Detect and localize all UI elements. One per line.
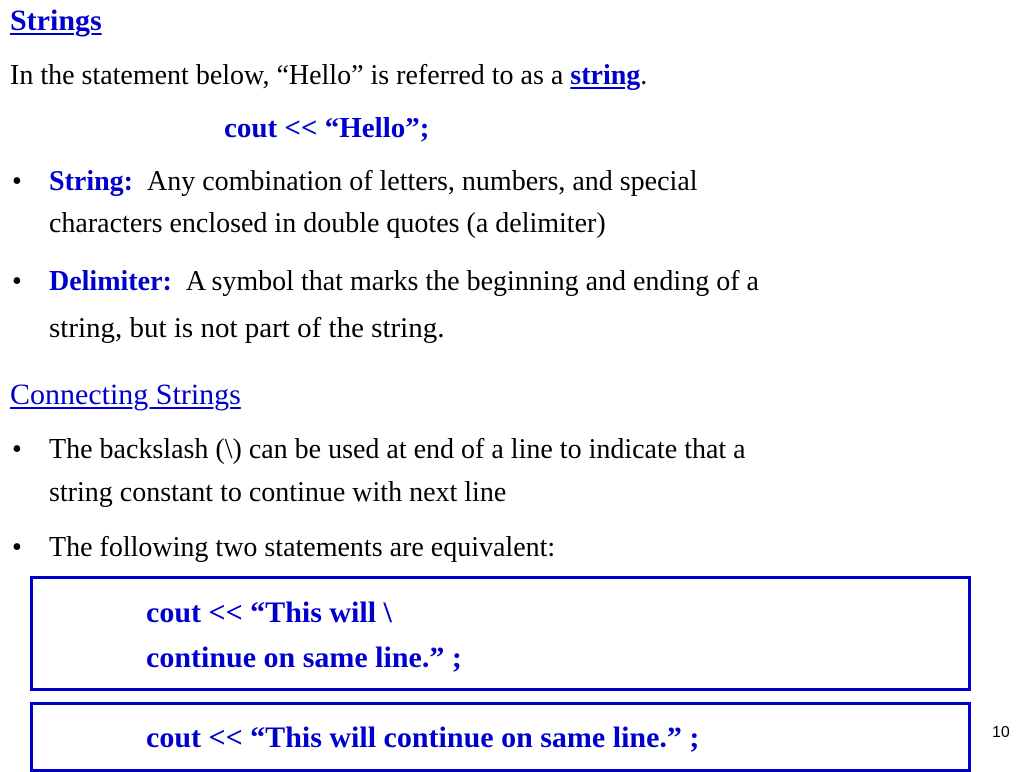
intro-suffix: . [640,60,648,91]
bullet-marker: • [12,166,22,197]
intro-prefix: In the statement below, “Hello” is referred to as a [10,60,571,91]
code-box-single-line [30,702,971,772]
term-string: String: [49,166,133,197]
definition-delimiter-line2: string, but is not part of the string. [49,312,445,344]
bullet-marker: • [12,266,22,297]
definition-string-line2: characters enclosed in double quotes (a delimiter) [49,208,606,239]
page-number: 10 [992,724,1010,741]
bullet-delimiter-line1 [49,266,759,298]
section-heading-strings: Strings [10,4,102,37]
code-box1-line1: cout << “This will \ [146,596,392,629]
definition-delimiter-line1: A symbol that marks the beginning and ending of a [185,266,759,297]
backslash-bullet-line2: string constant to continue with next line [49,477,507,508]
intro-term-string: string [570,60,641,91]
code-box2-line1: cout << “This will continue on same line.” ; [146,721,700,754]
section-heading-connecting-strings: Connecting Strings [10,378,241,411]
intro-line [10,60,647,92]
bullet-string-line1 [49,166,698,198]
term-delimiter: Delimiter: [49,266,172,297]
code-box-multiline [30,576,971,691]
code-box1-line2: continue on same line.” ; [146,641,462,674]
backslash-bullet-line1: The backslash (\) can be used at end of a line to indicate that a [49,434,746,465]
bullet-marker: • [12,434,22,465]
equivalent-bullet: The following two statements are equivalent: [49,532,556,563]
definition-string-line1: Any combination of letters, numbers, and special [147,166,698,197]
example-code: cout << “Hello”; [224,112,430,144]
bullet-marker: • [12,532,22,563]
